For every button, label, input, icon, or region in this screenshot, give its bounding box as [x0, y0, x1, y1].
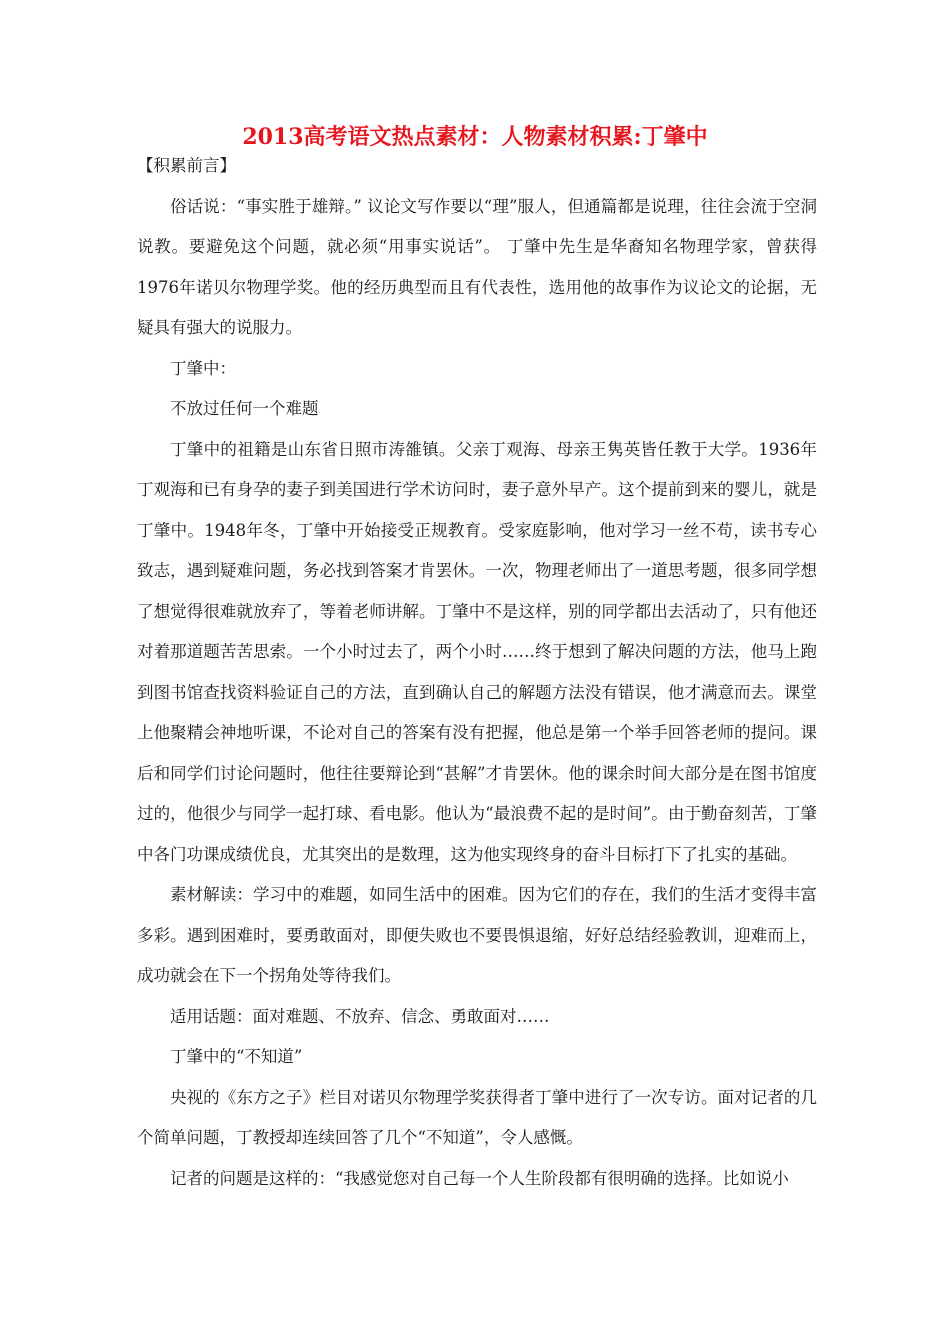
paragraph-interpretation: 素材解读：学习中的难题，如同生活中的困难。因为它们的存在，我们的生活才变得丰富多彩。遇到困难时，要勇敢面对，即便失败也不要畏惧退缩，好好总结经验教训，迎难而上，成功就会在下一个拐角处等待我们。 [137, 885, 817, 985]
paragraph-story-2-continued: 记者的问题是这样的：“我感觉您对自己每一个人生阶段都有很明确的选择。比如说小 [170, 1168, 789, 1188]
paragraph-story-1: 丁肇中的祖籍是山东省日照市涛雒镇。父亲丁观海、母亲王隽英皆任教于大学。1936年丁观海和已有身孕的妻子到美国进行学术访问时，妻子意外早产。这个提前到来的婴儿，就是丁肇中。1948年冬，丁肇中开始接受正规教育。受家庭影响，他对学习一丝不苟，读书专心致志，遇到疑难问题，务必找到答案才肯罢休。一次，物理老师出了一道思考题，很多同学想了想觉得很难就放弃了，等着老师讲解。丁肇中不是这样，别的同学都出去活动了，只有他还对着那道题苦苦思索。一个小时过去了，两个小时……终于想到了解决问题的方法，他马上跑到图书馆查找资料验证自己的方法，直到确认自己的解题方法没有错误，他才满意而去。课堂上他聚精会神地听课，不论对自己的答案有没有把握，他总是第一个举手回答老师的提问。课后和同学们讨论问题时，他往往要辩论到“甚解”才肯罢休。他的课余时间大部分是在图书馆度过的，他很少与同学一起打球、看电影。他认为“最浪费不起的是时间”。由于勤奋刻苦，丁肇中各门功课成绩优良，尤其突出的是数理，这为他实现终身的奋斗目标打下了扎实的基础。 [137, 439, 817, 864]
paragraph-topics: 适用话题：面对难题、不放弃、信念、勇敢面对…… [170, 1006, 550, 1026]
section-label: 【积累前言】 [137, 156, 236, 175]
document-title: 2013高考语文热点素材：人物素材积累:丁肇中 [242, 124, 708, 150]
document-body [137, 146, 817, 1199]
paragraph-subheading-2: 丁肇中的“不知道” [170, 1047, 303, 1066]
paragraph-subheading-1: 不放过任何一个难题 [170, 399, 319, 418]
paragraph-intro: 俗话说：“事实胜于雄辩。” 议论文写作要以“理”服人，但通篇都是说理，往往会流于空洞说教。要避免这个问题，就必须“用事实说话”。 丁肇中先生是华裔知名物理学家，曾获得1976年诺贝尔物理学奖。他的经历典型而且有代表性，选用他的故事作为议论文的论据，无疑具有强大的说服力。 [137, 196, 817, 337]
paragraph-name-heading: 丁肇中： [170, 358, 236, 378]
paragraph-story-2: 央视的《东方之子》栏目对诺贝尔物理学奖获得者丁肇中进行了一次专访。面对记者的几个简单问题，丁教授却连续回答了几个“不知道”，令人感慨。 [137, 1087, 817, 1147]
